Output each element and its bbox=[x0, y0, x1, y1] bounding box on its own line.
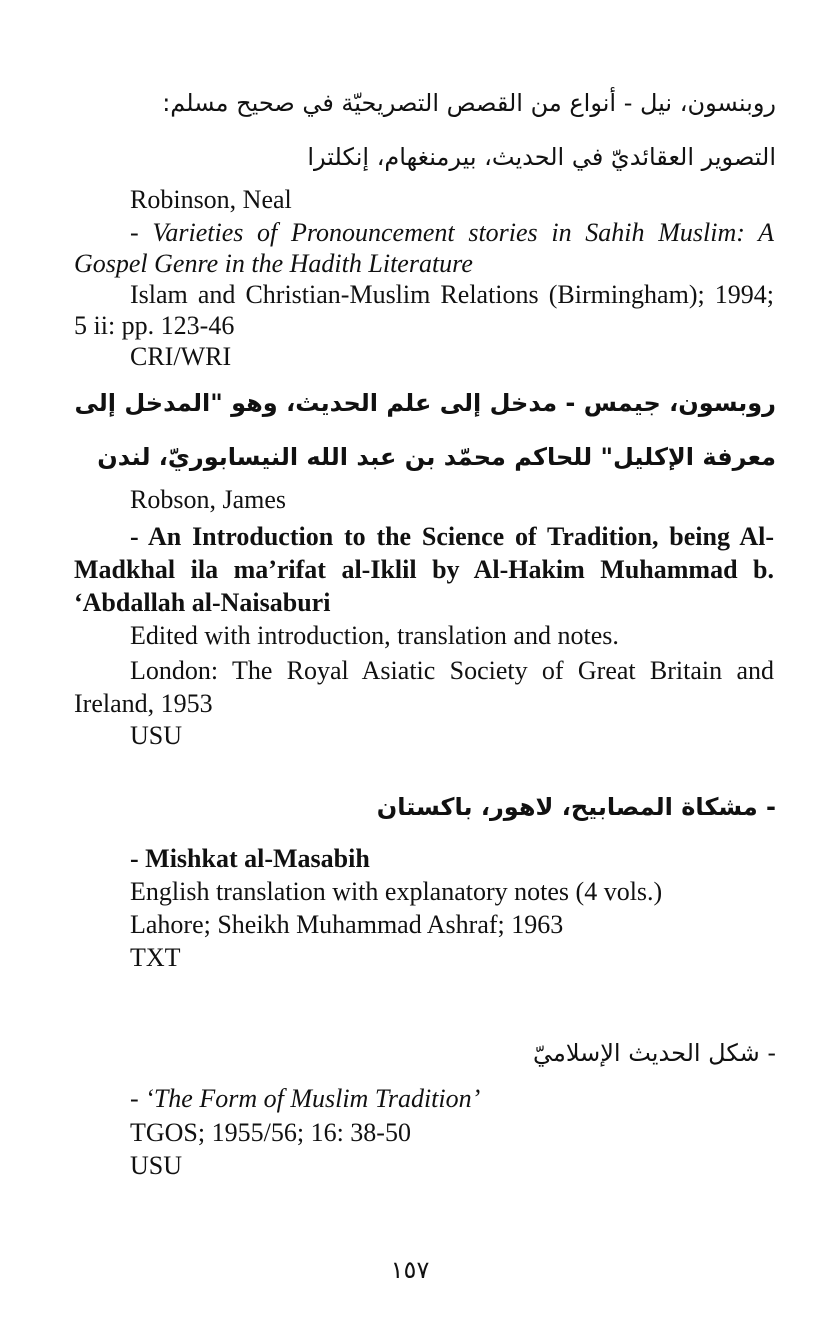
entry-1-arabic-line-1: روبنسون، نيل - أنواع من القصص التصريحيّة في صحيح مسلم: bbox=[162, 89, 776, 117]
entry-2-title: - An Introduction to the Science of Tradition, being Al-Madkhal ila ma’rifat al-Iklil by Al-Hakim Muhammad b. ‘Abdallah al-Naisaburi bbox=[74, 522, 774, 617]
entry-3-note: English translation with explanatory notes (4 vols.) bbox=[130, 877, 663, 906]
entry-1-location: CRI/WRI bbox=[130, 342, 232, 371]
entry-3-arabic-line-1: - مشكاة المصابيح، لاهور، باكستان bbox=[376, 793, 776, 821]
entry-2-note: Edited with introduction, translation and notes. bbox=[130, 621, 619, 650]
entry-2-publication: London: The Royal Asiatic Society of Great Britain and Ireland, 1953 bbox=[74, 656, 774, 718]
entry-3-publication: Lahore; Sheikh Muhammad Ashraf; 1963 bbox=[130, 910, 564, 939]
entry-2-location: USU bbox=[130, 721, 183, 750]
entry-4-title: - ‘The Form of Muslim Tradition’ bbox=[130, 1084, 481, 1113]
entry-1-arabic-line-2: التصوير العقائديّ في الحديث، بيرمنغهام، إنكلترا bbox=[307, 143, 776, 171]
entry-2-arabic-line-2: معرفة الإكليل" للحاكم محمّد بن عبد الله النيسابوريّ، لندن bbox=[97, 443, 776, 471]
entry-1-author: Robinson, Neal bbox=[130, 185, 292, 214]
entry-3-location: TXT bbox=[130, 943, 181, 972]
entry-2-author: Robson, James bbox=[130, 485, 286, 514]
entry-4-arabic-line-1: - شكل الحديث الإسلاميّ bbox=[532, 1039, 776, 1067]
entry-4-location: USU bbox=[130, 1151, 183, 1180]
page-number: ١٥٧ bbox=[390, 1256, 430, 1284]
entry-4-publication: TGOS; 1955/56; 16: 38-50 bbox=[130, 1118, 411, 1147]
entry-1-title: - Varieties of Pronouncement stories in Sahih Muslim: A Gospel Genre in the Hadith Literature bbox=[74, 218, 774, 278]
entry-2-arabic-line-1: روبسون، جيمس - مدخل إلى علم الحديث، وهو "المدخل إلى bbox=[74, 389, 776, 417]
entry-3-title: - Mishkat al-Masabih bbox=[130, 844, 370, 873]
entry-1-publication: Islam and Christian-Muslim Relations (Birmingham); 1994; 5 ii: pp. 123-46 bbox=[74, 280, 774, 340]
